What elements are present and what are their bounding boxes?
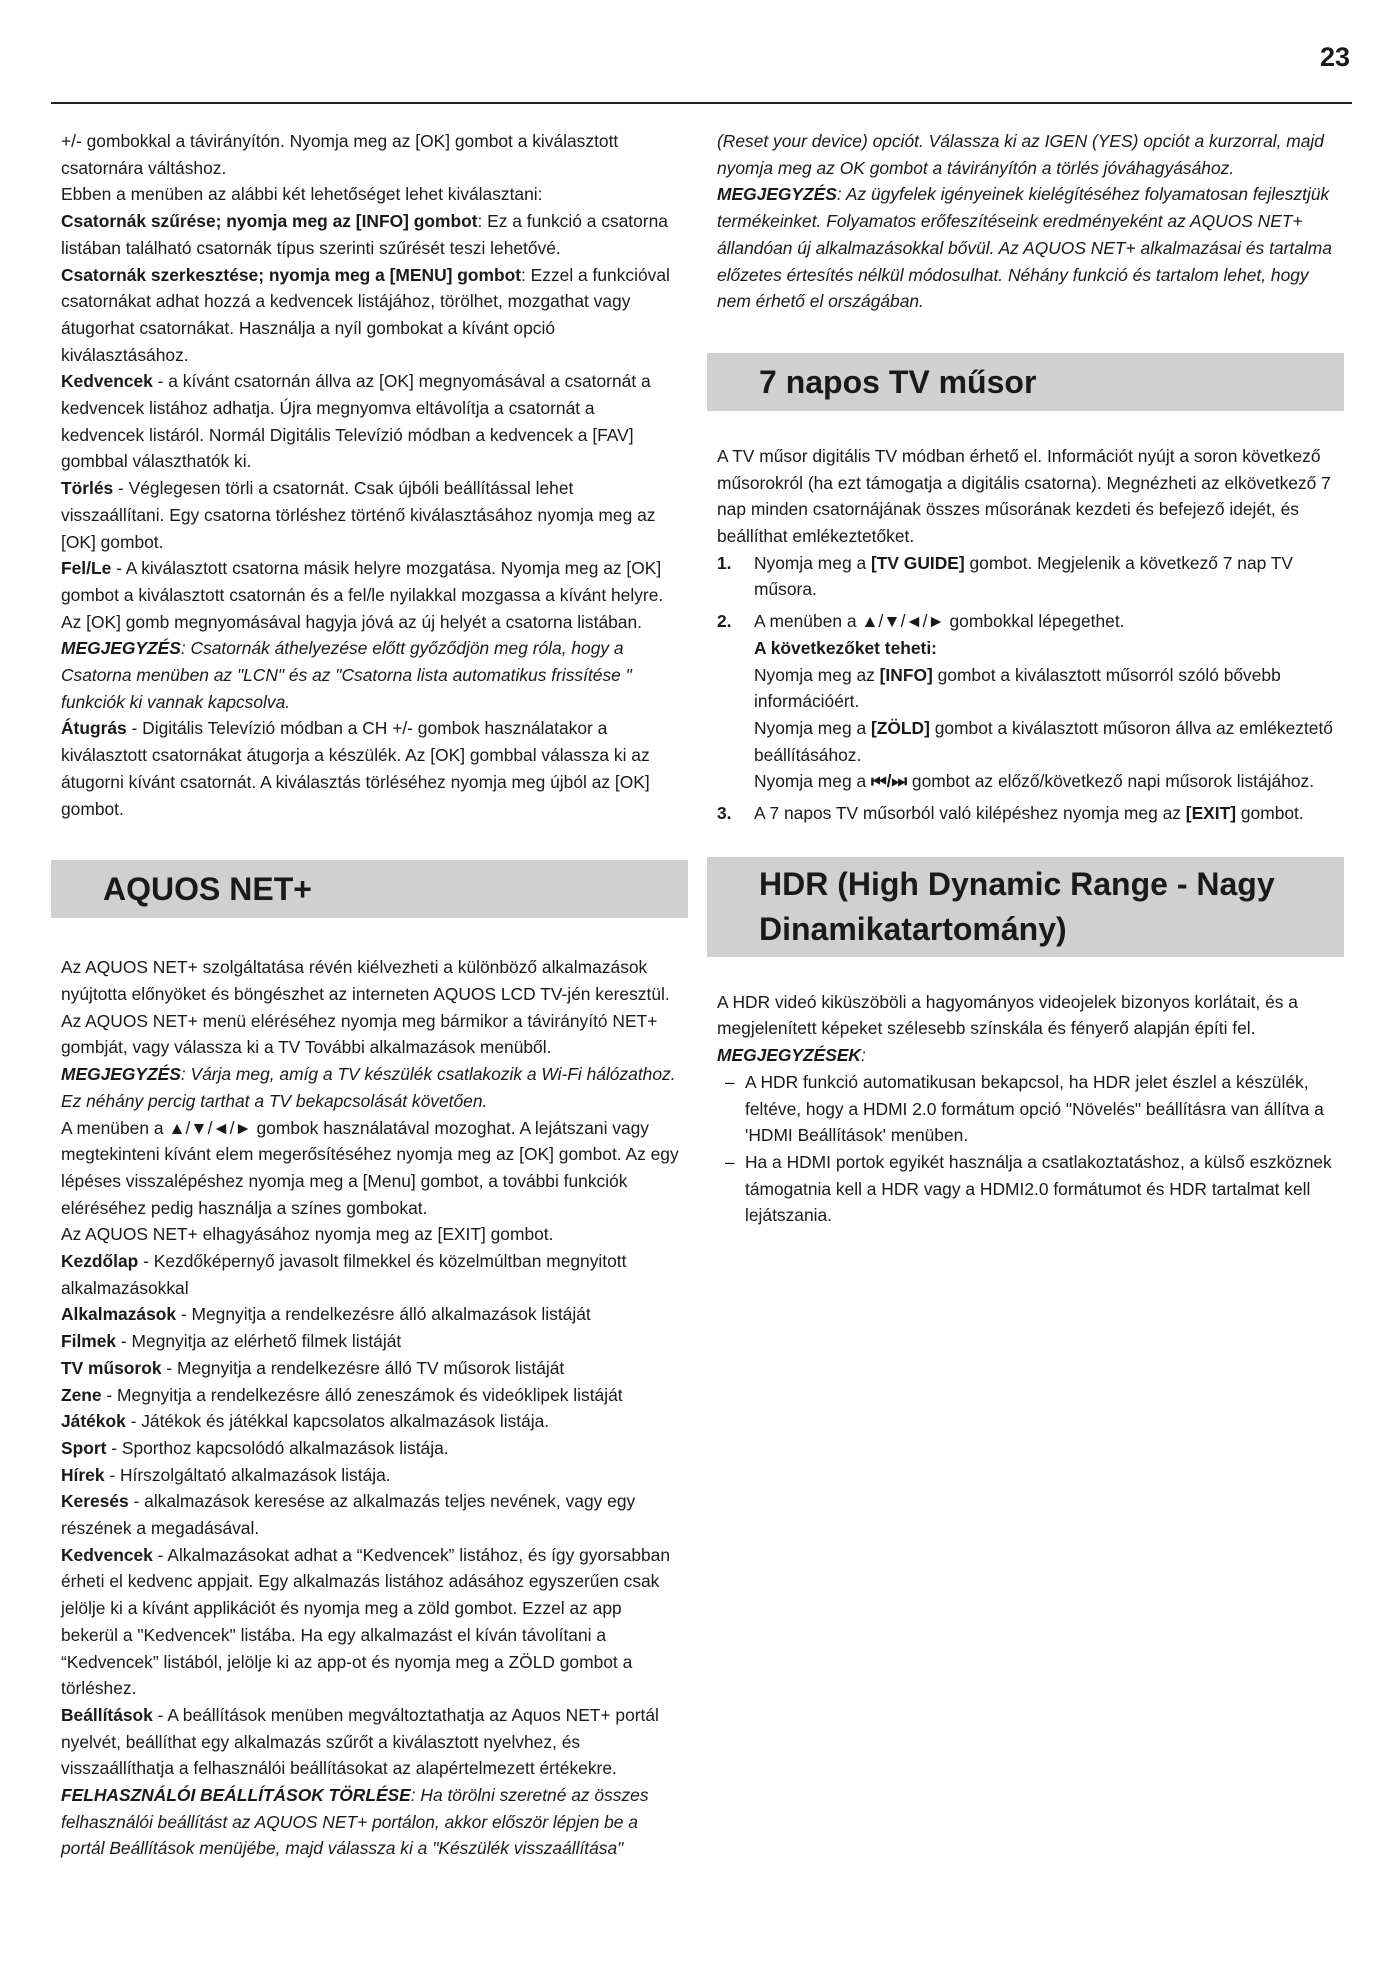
note-label: MEGJEGYZÉS xyxy=(61,1064,181,1085)
menu-item-text: - A beállítások menüben megváltoztathatja az Aquos NET+ portál nyelvét, beállíthat egy alkalmazás szűrőt a kiválasztott nyelvhez, és visszaállíthatja a felhasználói beállításokat az alapértelmezett értékekre. xyxy=(61,1704,659,1779)
menu-item-text: - Alkalmazásokat adhat a “Kedvencek” listához, és így gyorsabban érheti el kedvenc appjait. Egy alkalmazás listához adásához egyszerűen csak jelölje ki a kívánt applikációt és nyomja meg a zöld gombot. Ezzel az app bekerül a "Kedvencek" listába. Ha egy alkalmazást el kíván távolítani a “Kedvencek” listából, jelölje ki az app-ot és nyomja meg a ZÖLD gombot a törléshez. xyxy=(61,1544,671,1699)
step-text: gombot a kiválasztott műsorról szóló bővebb információért. xyxy=(754,664,1281,712)
menu-item-label: Alkalmazások xyxy=(61,1304,177,1325)
menu-item-label: Zene xyxy=(61,1384,102,1405)
step-text: gombot. xyxy=(1236,803,1304,824)
menu-item-text: - Hírszolgáltató alkalmazások listája. xyxy=(104,1464,391,1485)
move-label: Fel/Le xyxy=(61,558,112,579)
header-rule xyxy=(51,102,1352,104)
note-paragraph xyxy=(61,635,681,715)
note-text: : Csatornák áthelyezése előtt győződjön meg róla, hogy a Csatorna menüben az "LCN" és az "Csatorna lista automatikus frissítése " funkciók ki vannak kapcsolva. xyxy=(61,638,632,712)
note-label: MEGJEGYZÉS xyxy=(61,638,181,659)
menu-item-label: Beállítások xyxy=(61,1704,153,1725)
section-title-hdr: HDR (High Dynamic Range - Nagy Dinamikatartomány) xyxy=(707,857,1344,957)
edit-label: Csatornák szerkesztése; nyomja meg a [MENU] gombot xyxy=(61,264,522,285)
favourites-paragraph xyxy=(61,368,681,475)
hdr-notes-list xyxy=(717,1069,1347,1229)
edit-text: : Ezzel a funkcióval csatornákat adhat hozzá a kedvencek listájához, törölhet, mozgathat vagy átugorhat csatornákat. Használja a nyíl gombokat a kívánt opció kiválasztásához. xyxy=(61,264,670,365)
menu-item-description xyxy=(61,1488,681,1541)
menu-item-label: Kezdőlap xyxy=(61,1251,139,1272)
reset-note-continued: (Reset your device) opciót. Válassza ki az IGEN (YES) opciót a kurzorral, majd nyomja meg az OK gombot a távirányítón a törlés jóváhagyásához. xyxy=(717,131,1324,178)
delete-label: Törlés xyxy=(61,478,114,499)
menu-item-text: - alkalmazások keresése az alkalmazás teljes nevének, vagy egy részének a megadásával. xyxy=(61,1491,636,1539)
right-column xyxy=(717,128,1347,1229)
menu-item-description xyxy=(61,1248,681,1301)
hdr-intro: A HDR videó kiküszöböli a hagyományos videojelek bizonyos korlátait, és a megjelenített képeket szélesebb színskála és fényerő alapján építi fel. xyxy=(717,991,1298,1039)
menu-item-label: TV műsorok xyxy=(61,1357,162,1378)
menu-item-text: - Megnyitja a rendelkezésre álló TV műsorok listáját xyxy=(161,1357,565,1378)
menu-item-description xyxy=(61,1355,681,1382)
step-text: Nyomja meg az xyxy=(754,664,880,685)
key-label: [EXIT] xyxy=(1185,803,1237,824)
menu-item-description xyxy=(61,1328,681,1355)
step-text: A 7 napos TV műsorból való kilépéshez nyomja meg az xyxy=(754,803,1186,824)
hdr-notes-colon: : xyxy=(861,1045,866,1066)
hdr-notes-label: MEGJEGYZÉSEK xyxy=(717,1045,861,1066)
note-paragraph xyxy=(61,1061,681,1114)
step-text: gombot. Megjelenik a következő 7 nap TV műsora. xyxy=(754,552,1294,600)
step-number: 1. xyxy=(717,552,732,573)
menu-item-description xyxy=(61,1301,681,1328)
step-sub-skip xyxy=(754,768,1347,795)
menu-item-text: - Kezdőképernyő javasolt filmekkel és közelmúltban megnyitott alkalmazásokkal xyxy=(61,1251,627,1298)
hdr-notes-heading xyxy=(717,1042,1347,1069)
favourites-text: - a kívánt csatornán állva az [OK] megnyomásával a csatornát a kedvencek listához adhatja. Újra megnyomva eltávolítja a csatornát a kedvencek listáról. Normál Digitális Televízió módban a kedvencek a [FAV] gombbal választhatók ki. xyxy=(61,371,651,472)
step-item xyxy=(717,550,1347,603)
move-text: - A kiválasztott csatorna másik helyre mozgatása. Nyomja meg az [OK] gombot a kiválasztott csatornán és a fel/le nyilakkal mozgassa a kívánt helyre. Az [OK] gomb megnyomásával hagyja jóvá az új helyét a csatorna listában. xyxy=(61,558,664,632)
skip-label: Átugrás xyxy=(61,718,127,739)
menu-item-description xyxy=(61,1382,681,1409)
intro-paragraph: +/- gombokkal a távirányítón. Nyomja meg az [OK] gombot a kiválasztott csatornára váltáshoz. xyxy=(61,131,619,178)
favourites-label: Kedvencek xyxy=(61,371,153,392)
exit-paragraph: Az AQUOS NET+ elhagyásához nyomja meg az [EXIT] gombot. xyxy=(61,1224,554,1245)
menu-item-description xyxy=(61,1408,681,1435)
skip-paragraph xyxy=(61,715,681,822)
note-paragraph xyxy=(717,181,1347,315)
note-label: MEGJEGYZÉS xyxy=(717,184,837,205)
menu-item-description xyxy=(61,1435,681,1462)
menu-item-label: Hírek xyxy=(61,1464,105,1485)
step-number: 2. xyxy=(717,611,732,632)
reset-note xyxy=(61,1782,681,1862)
step-item xyxy=(717,800,1347,827)
menu-item-label: Filmek xyxy=(61,1331,117,1352)
step-text: gombot az előző/következő napi műsorok listájához. xyxy=(907,771,1315,792)
menu-item-label: Kedvencek xyxy=(61,1544,153,1565)
navigation-paragraph: A menüben a ▲/▼/◄/► gombok használatával mozoghat. A lejátszani vagy megtekinteni kívánt elem megerősítéséhez nyomja meg az [OK] gombot. Az egy lépéses visszalépéshez nyomja meg a [Menu] gombot, a további funkciók eléréséhez pedig használja a színes gombokat. xyxy=(61,1117,679,1218)
menu-item-text: - Megnyitja a rendelkezésre álló alkalmazások listáját xyxy=(176,1304,591,1325)
step-text: Nyomja meg a xyxy=(754,771,871,792)
step-text: Nyomja meg a xyxy=(754,552,871,573)
menu-item-description xyxy=(61,1702,681,1782)
left-column xyxy=(61,128,681,1862)
aquos-intro: Az AQUOS NET+ szolgáltatása révén kiélvezheti a különböző alkalmazások nyújtotta előnyöket és böngészhet az interneten AQUOS LCD TV-jén keresztül. Az AQUOS NET+ menü eléréséhez nyomja meg bármikor a távirányító NET+ gombját, vagy válassza ki a TV További alkalmazások menüből. xyxy=(61,957,670,1058)
key-label: [INFO] xyxy=(879,664,933,685)
step-sub-heading: A következőket teheti: xyxy=(754,637,937,658)
section-title-tv-guide: 7 napos TV műsor xyxy=(707,353,1344,411)
menu-item-text: - Megnyitja a rendelkezésre álló zeneszámok és videóklipek listáját xyxy=(101,1384,623,1405)
filter-paragraph xyxy=(61,208,681,261)
step-text: A menüben a ▲/▼/◄/► gombokkal lépegethet. xyxy=(754,611,1125,632)
guide-steps xyxy=(717,550,1347,827)
step-text: Nyomja meg a xyxy=(754,717,871,738)
list-item: – A HDR funkció automatikusan bekapcsol, ha HDR jelet észlel a készülék, feltéve, hogy a HDMI 2.0 formátum opció "Növelés" beállításra van állítva a 'HDMI Beállítások' menüben. xyxy=(717,1069,1347,1149)
guide-intro: A TV műsor digitális TV módban érhető el. Információt nyújt a soron következő műsorokról (ha ezt támogatja a digitális csatorna). Megnézheti az elkövetkező 7 nap minden csatornájának összes műsorának kezdeti és befejező idejét, és beállíthat emlékeztetőket. xyxy=(717,445,1331,547)
menu-item-text: - Megnyitja az elérhető filmek listáját xyxy=(116,1331,402,1352)
skip-buttons-icon: ⏮/⏭ xyxy=(870,771,908,792)
step-sub-green xyxy=(754,715,1347,768)
edit-paragraph xyxy=(61,262,681,369)
delete-paragraph xyxy=(61,475,681,555)
list-item: – Ha a HDMI portok egyikét használja a csatlakoztatáshoz, a külső eszköznek támogatnia kell a HDR vagy a HDMI2.0 formátumot és HDR tartalmat kell lejátszania. xyxy=(717,1149,1347,1229)
menu-item-text: - Sporthoz kapcsolódó alkalmazások listája. xyxy=(106,1437,449,1458)
step-text: gombot a kiválasztott műsoron állva az emlékeztető beállításához. xyxy=(754,717,1333,765)
intro-paragraph: Ebben a menüben az alábbi két lehetőséget lehet kiválasztani: xyxy=(61,184,543,205)
step-item xyxy=(717,608,1347,795)
note-text: : Várja meg, amíg a TV készülék csatlakozik a Wi-Fi hálózathoz. Ez néhány percig tarthat a TV bekapcsolását követően. xyxy=(61,1064,676,1111)
reset-note-text: : Ha törölni szeretné az összes felhasználói beállítást az AQUOS NET+ portálon, akkor először lépjen be a portál Beállítások menüjébe, majd válassza ki a "Készülék visszaállítása" xyxy=(61,1785,649,1859)
menu-item-label: Keresés xyxy=(61,1491,129,1512)
section-title-aquos: AQUOS NET+ xyxy=(51,860,688,918)
skip-text: - Digitális Televízió módban a CH +/- gombok használatakor a kiválasztott csatornákat átugorja a készülék. Az [OK] gombbal válassza ki az átugorni kívánt csatornát. A kiválasztás törléséhez nyomja meg újból az [OK] gombot. xyxy=(61,718,650,819)
delete-text: - Véglegesen törli a csatornát. Csak újbóli beállítással lehet visszaállítani. Egy csatorna törléshez történő kiválasztásához nyomja meg az [OK] gombot. xyxy=(61,478,656,552)
page-number: 23 xyxy=(1319,42,1350,72)
reset-note-label: FELHASZNÁLÓI BEÁLLÍTÁSOK TÖRLÉSE xyxy=(61,1785,411,1806)
move-paragraph xyxy=(61,555,681,635)
note-text: : Az ügyfelek igényeinek kielégítéséhez folyamatosan fejlesztjük termékeinket. Folyamatos erőfeszítéseink eredményeként az AQUOS NET+ állandóan új alkalmazásokkal bővül. Az AQUOS NET+ alkalmazásai és tartalma előzetes értesítés nélkül módosulhat. Néhány funkció és tartalom lehet, hogy nem érhető el országában. xyxy=(717,184,1332,312)
key-label: [TV GUIDE] xyxy=(870,552,965,573)
menu-item-label: Sport xyxy=(61,1437,107,1458)
menu-item-label: Játékok xyxy=(61,1411,126,1432)
menu-item-description xyxy=(61,1542,681,1702)
filter-label: Csatornák szűrése; nyomja meg az [INFO] gombot xyxy=(61,211,478,232)
menu-item-text: - Játékok és játékkal kapcsolatos alkalmazások listája. xyxy=(125,1411,550,1432)
step-number: 3. xyxy=(717,803,732,824)
key-label: [ZÖLD] xyxy=(870,717,930,738)
step-sub-info xyxy=(754,662,1347,715)
menu-item-description xyxy=(61,1462,681,1489)
filter-text: : Ez a funkció a csatorna listában található csatornák típus szerinti szűrését teszi lehetővé. xyxy=(61,211,668,258)
